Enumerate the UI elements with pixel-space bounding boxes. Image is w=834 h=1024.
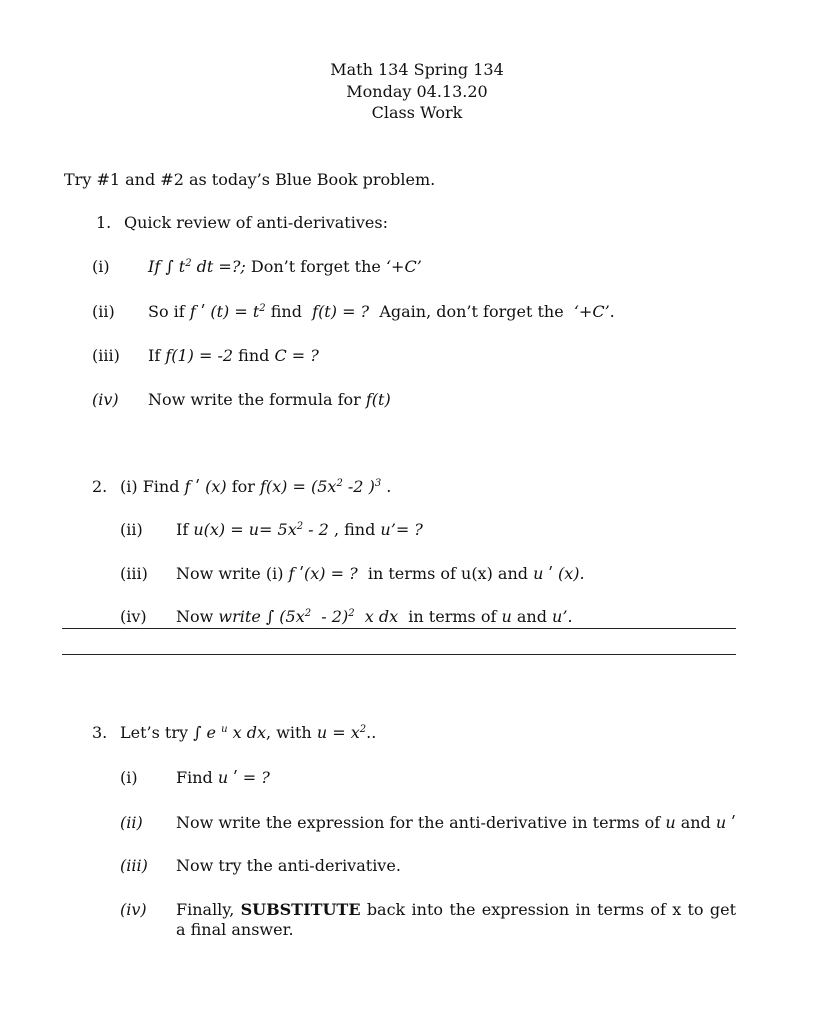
class-work-label: Class Work <box>371 103 463 122</box>
q3-title: Let’s try ∫ e $^u$ x dx, with $u = x^2$.. <box>120 723 377 742</box>
q3-item-iv-text: Finally, SUBSTITUTE back into the expression in terms of x to get a final answer. <box>176 900 736 939</box>
q1-item-iv-text: Now write the formula for f(t) <box>148 390 391 409</box>
q3-item-i-text: Find u ʹ = ? <box>176 768 270 787</box>
course-title: Math 134 Spring 134 <box>330 60 504 79</box>
q3-item-ii-text: Now write the expression for the anti-derivative in terms of u and u ʹ <box>176 813 736 832</box>
q1-item-ii-text: So if f ʹ $(t) = t^2$ find f(t) = ? Again, don’t forget the ‘+C’. <box>148 302 615 321</box>
q2-item-ii-label: (ii) <box>120 520 143 539</box>
q3-item-ii-label: (ii) <box>120 813 143 832</box>
q3-item-i-label: (i) <box>120 768 138 787</box>
q2-item-i-text: (i) Find f ʹ (x) for $f(x) = (5x^2$ -2 )$^3$ . <box>120 477 392 496</box>
q3-item-iii-text: Now try the anti-derivative. <box>176 856 401 875</box>
date-line: Monday 04.13.20 <box>346 82 488 101</box>
q1-number: 1. <box>96 213 112 232</box>
q1-item-iii-text: If f(1) = -2 find C = ? <box>148 346 319 365</box>
q2-item-iii-label: (iii) <box>120 564 148 583</box>
divider-rule-bottom <box>62 654 736 655</box>
q1-item-iii-label: (iii) <box>92 346 120 365</box>
q1-title: Quick review of anti-derivatives: <box>124 213 388 232</box>
intro-text: Try #1 and #2 as today’s Blue Book problem. <box>64 170 436 189</box>
divider-rule-top <box>62 628 736 629</box>
q1-item-ii-label: (ii) <box>92 302 115 321</box>
q2-item-ii-text: If $u(x) = u= 5x^2 - 2$ , find u’= ? <box>176 520 423 539</box>
q3-item-iii-label: (iii) <box>120 856 148 875</box>
q2-item-iv-label: (iv) <box>120 607 147 626</box>
q2-item-iv-text: Now write ∫ $(5x^2 - 2)^2$ x dx in terms of u and u’. <box>176 607 573 626</box>
q1-item-i-label: (i) <box>92 257 110 276</box>
q1-item-i-text: If ∫ $t^2$ dt =?; Don’t forget the ‘+C’ <box>148 257 422 276</box>
q3-number: 3. <box>92 723 108 742</box>
q2-number: 2. <box>92 477 108 496</box>
q2-item-iii-text: Now write (i) f ʹ(x) = ? in terms of u(x) and u ʹ (x). <box>176 564 585 583</box>
q3-item-iv-label: (iv) <box>120 900 147 919</box>
q1-item-iv-label: (iv) <box>92 390 119 409</box>
